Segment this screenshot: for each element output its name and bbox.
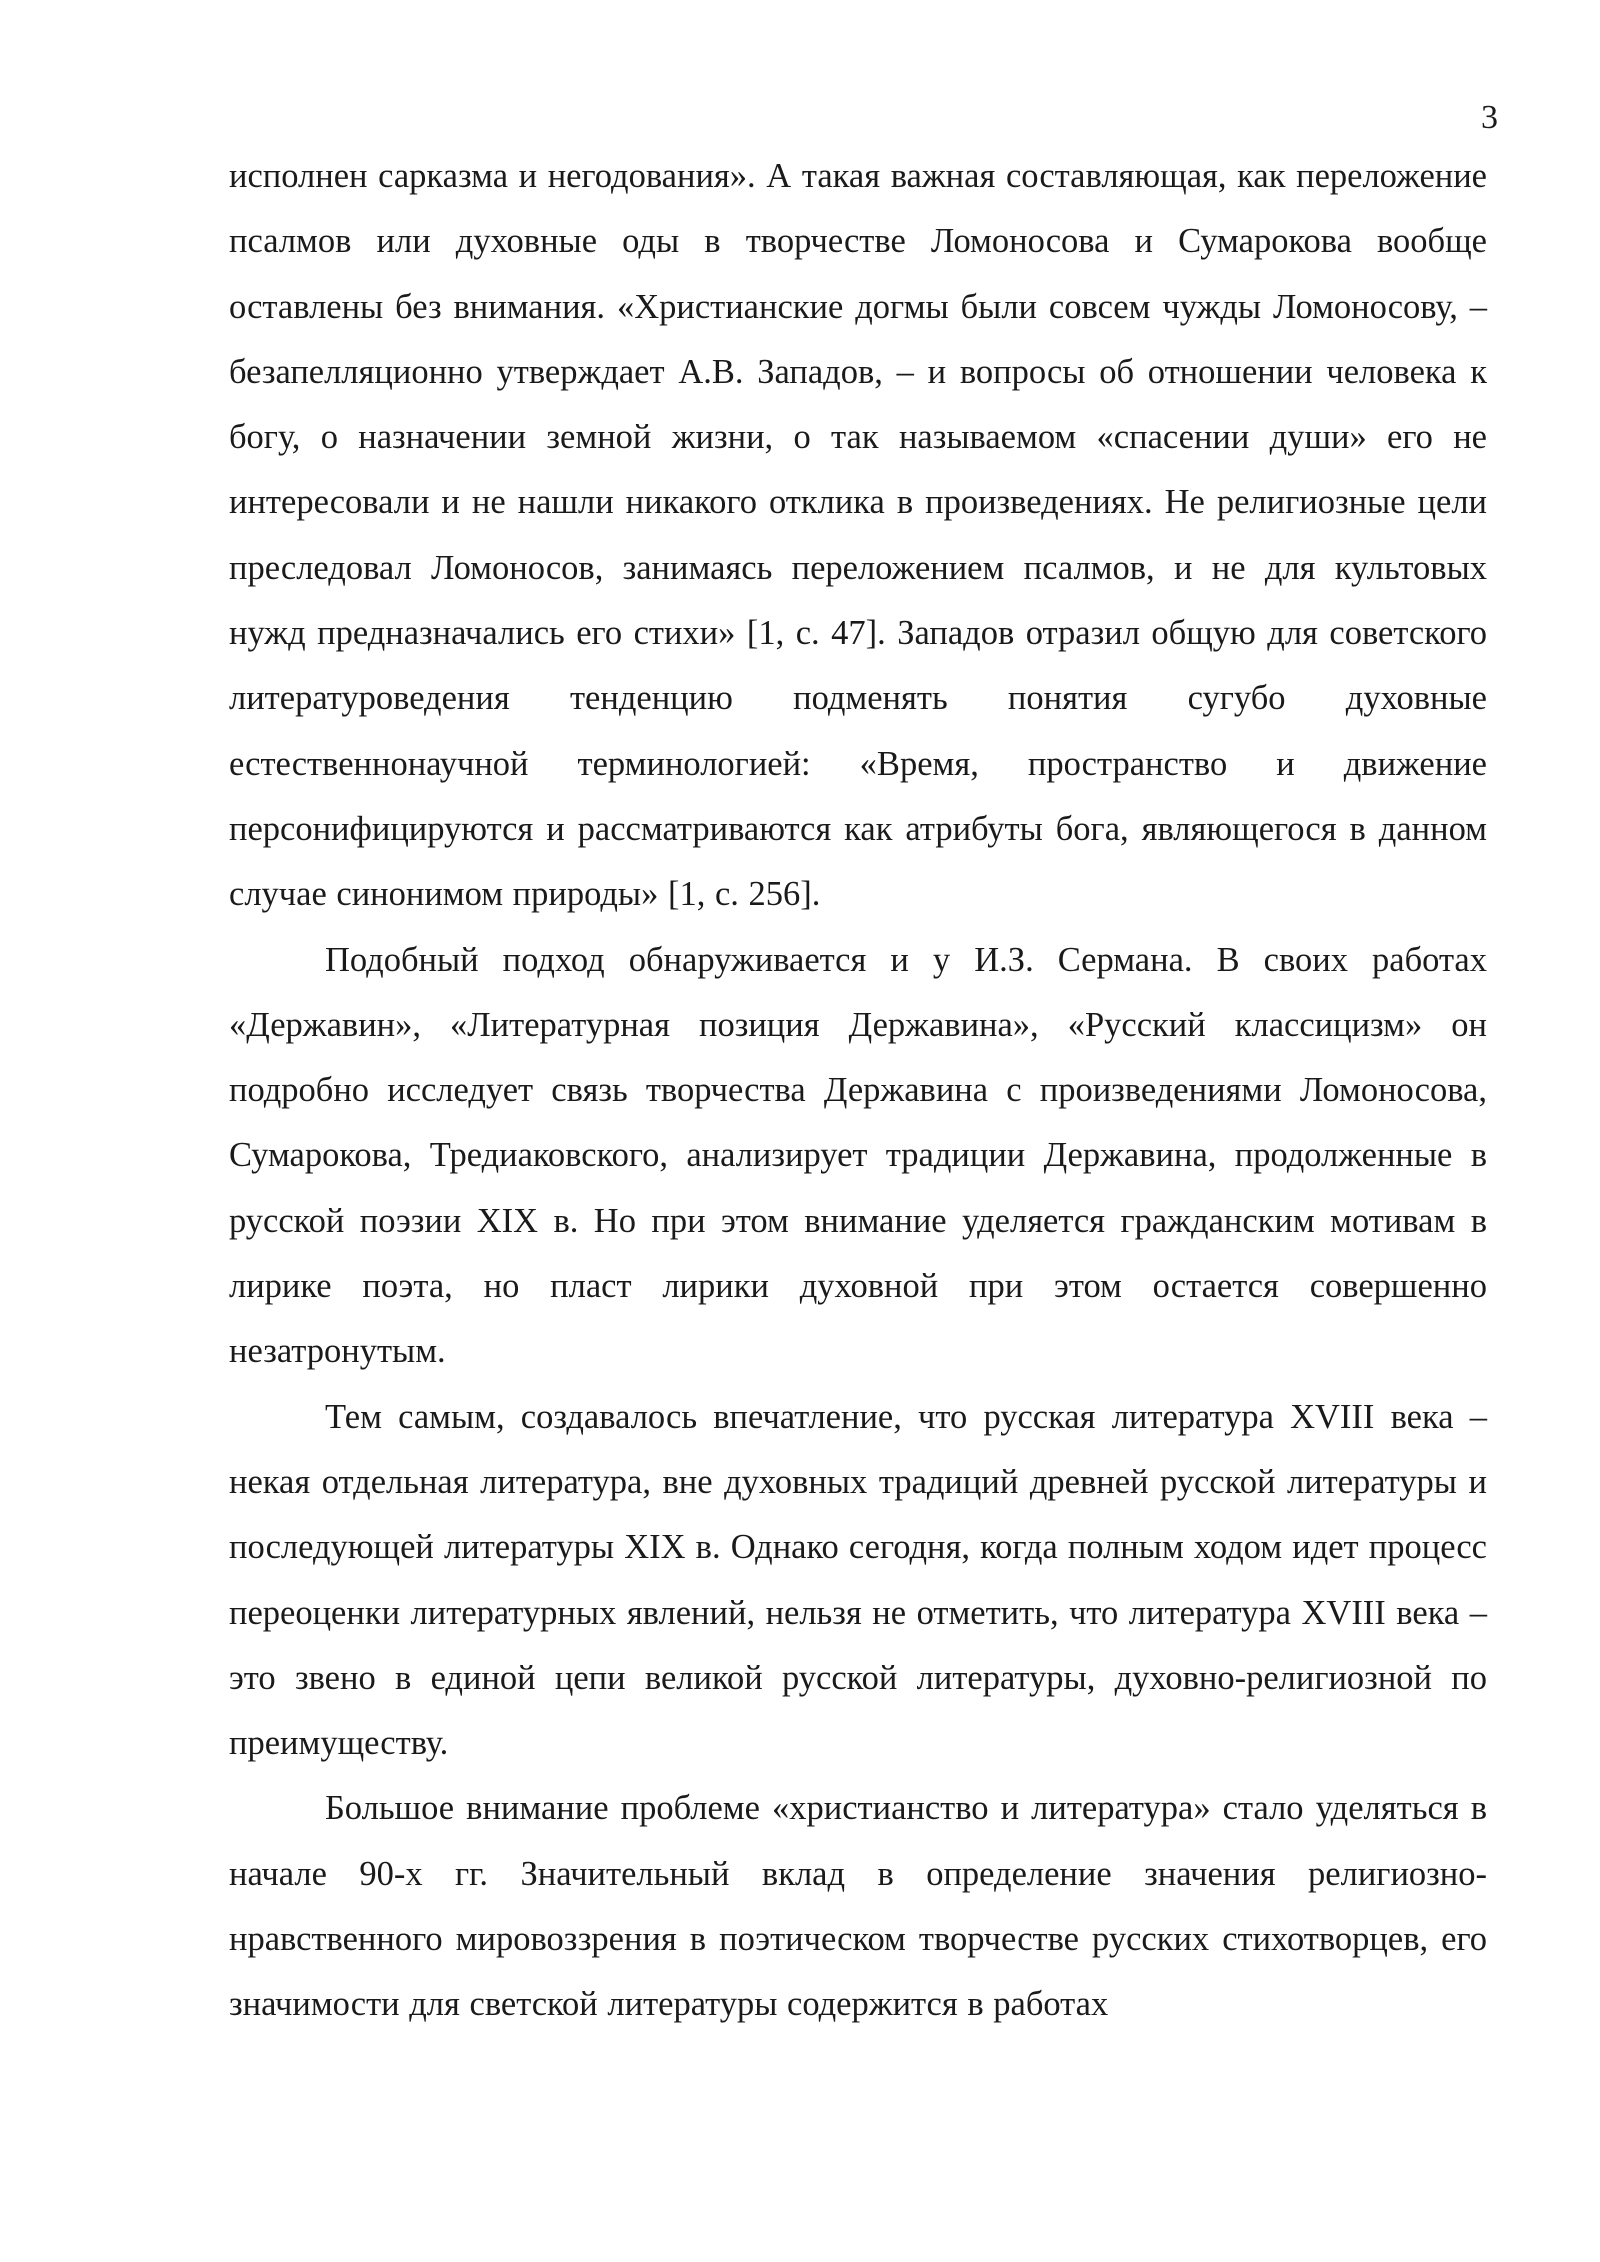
paragraph-continuation: исполнен сарказма и негодования». А такая важная составляющая, как переложение псалмов или духовные оды в творчестве Ломоносова и Сумарокова вообще оставлены без внимания. «Христианские догмы были совсем чужды Ломоносову, – безапелляционно утверждает А.В. Западов, – и вопросы об отношении человека к богу, о назначении земной жизни, о так называемом «спасении души» его не интересовали и не нашли никакого отклика в произведениях. Не религиозные цели преследовал Ломоносов, занимаясь переложением псалмов, и не для культовых нужд предназначались его стихи» [1, с. 47]. Западов отразил общую для советского литературоведения тенденцию подменять понятия сугубо духовные естественнонаучной терминологией: «Время, пространство и движение персонифицируются и рассматриваются как атрибуты бога, являющегося в данном случае синонимом природы» [1, с. 256]. xyxy=(229,157,1487,914)
paragraph-serman: Подобный подход обнаруживается и у И.З. Сермана. В своих работах «Державин», «Литературная позиция Державина», «Русский классицизм» он подробно исследует связь творчества Державина с произведениями Ломоносова, Сумарокова, Тредиаковского, анализирует традиции Державина, продолженные в русской поэзии XIX в. Но при этом внимание уделяется гражданским мотивам в лирике поэта, но пласт лирики духовной при этом остается совершенно незатронутым. xyxy=(229,940,1487,1371)
page-number: 3 xyxy=(1481,99,1498,136)
paragraph-christianity: Большое внимание проблеме «христианство и литература» стало уделяться в начале 90-х гг. Значительный вклад в определение значения религиозно-нравственного мировоззрения в поэтическом творчестве русских стихотворцев, его значимости для светской литературы содержится в работах xyxy=(229,1789,1487,2024)
paragraph-impression: Тем самым, создавалось впечатление, что русская литература XVIII века – некая отдельная литература, вне духовных традиций древней русской литературы и последующей литературы XIX в. Однако сегодня, когда полным ходом идет процесс переоценки литературных явлений, нельзя не отметить, что литература XVIII века – это звено в единой цепи великой русской литературы, духовно-религиозной по преимуществу. xyxy=(229,1397,1487,1763)
document-body xyxy=(229,144,1487,2038)
